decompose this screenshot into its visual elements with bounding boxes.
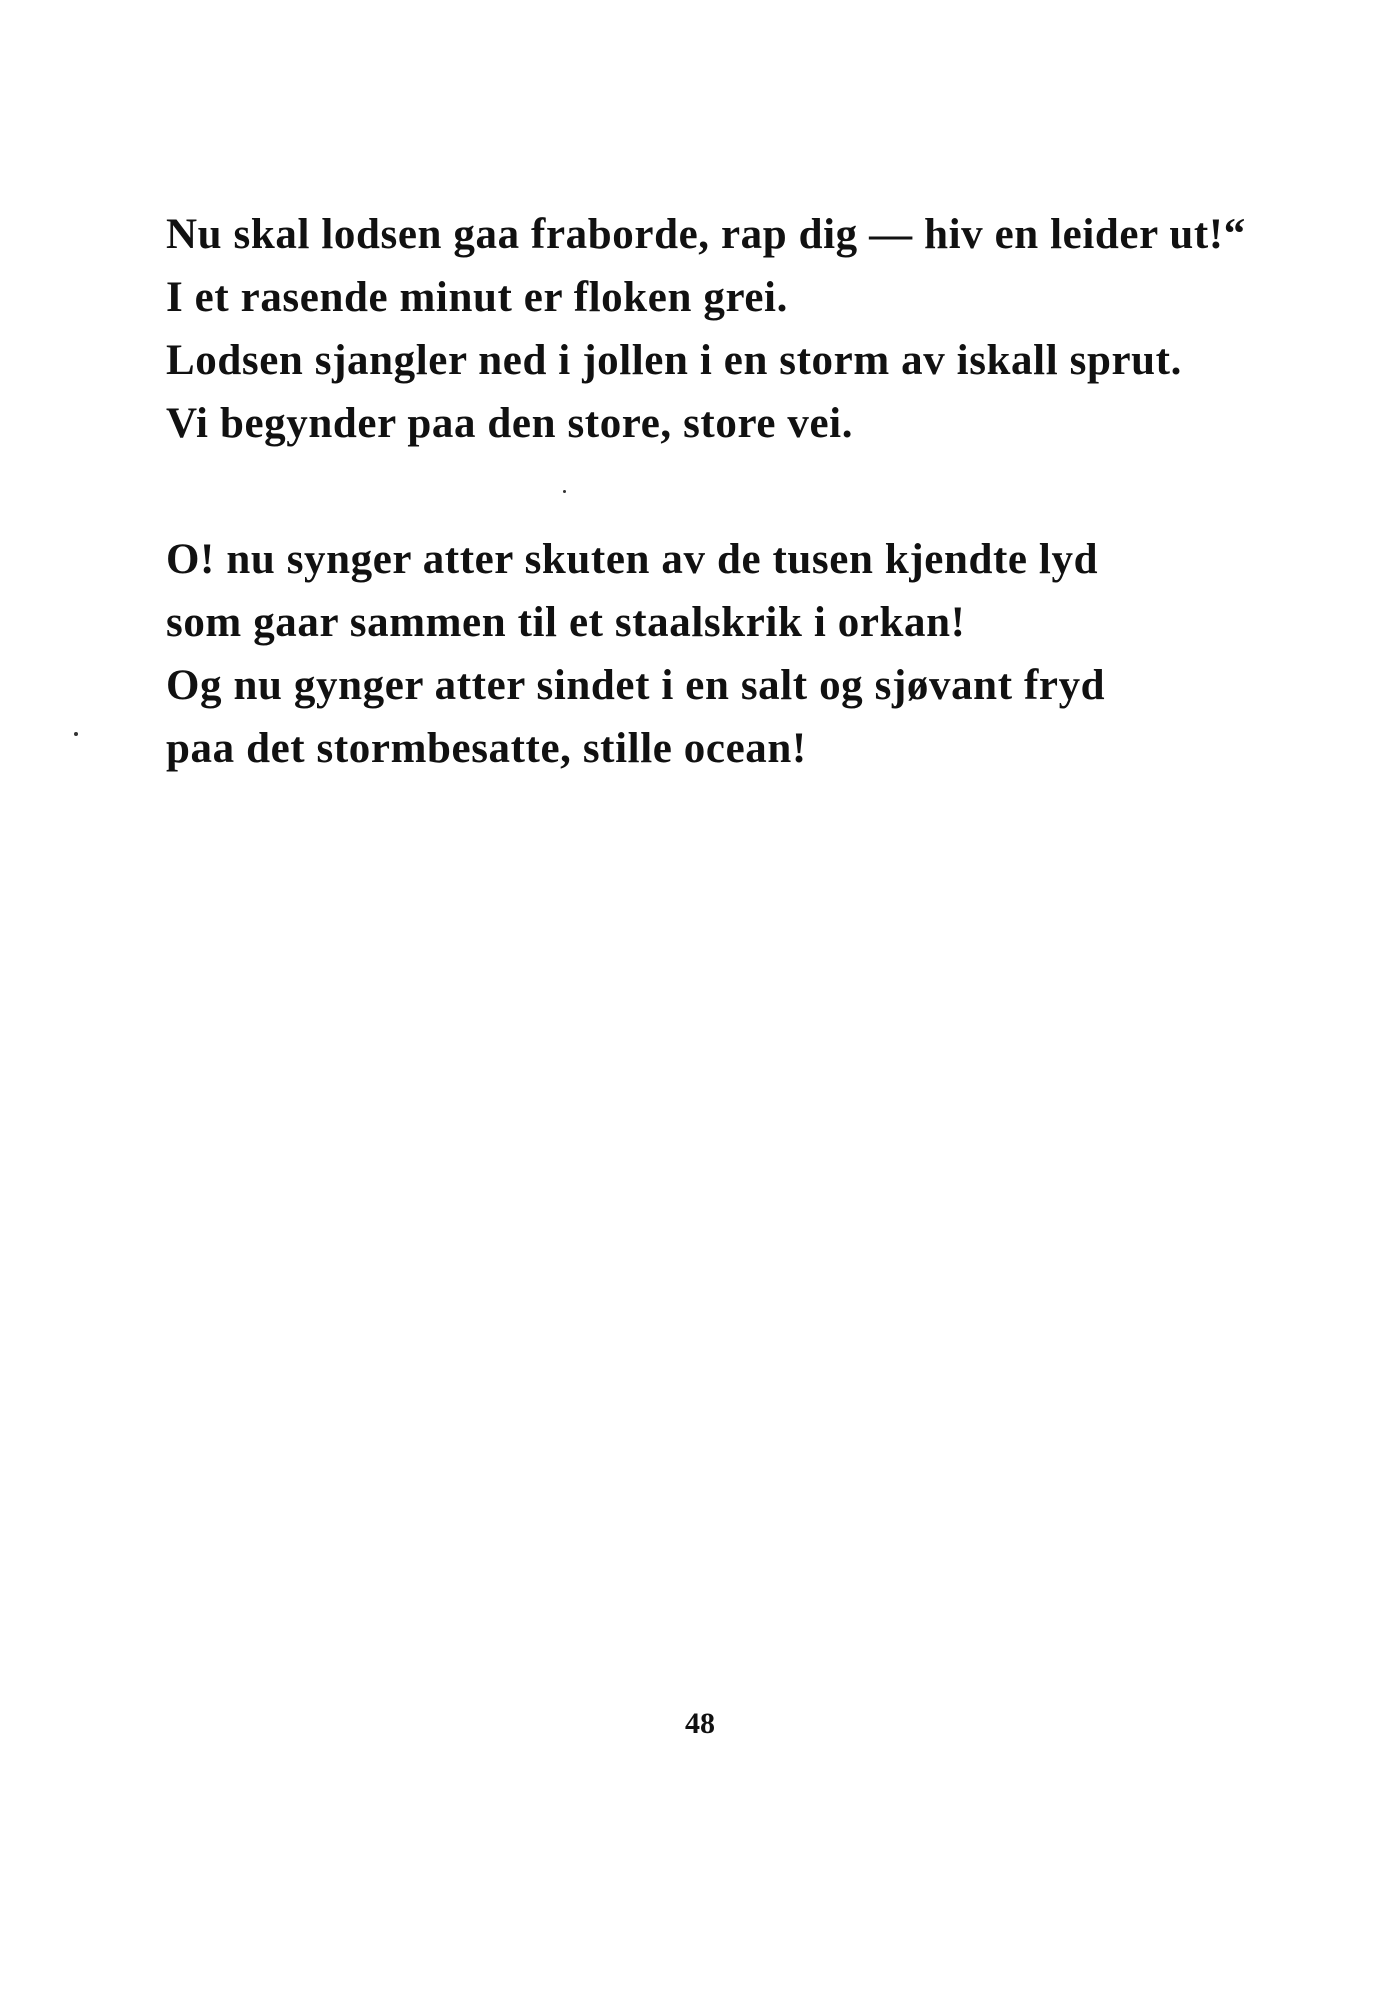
page-number: 48: [685, 1707, 715, 1740]
verse-line: I et rasende minut er floken grei.: [166, 274, 788, 321]
print-speck: [74, 732, 78, 736]
verse-line: Lodsen sjangler ned i jollen i en storm av iskall sprut.: [166, 337, 1182, 384]
verse-line: som gaar sammen til et staalskrik i orkan!: [166, 599, 966, 646]
verse-line: Og nu gynger atter sindet i en salt og sjøvant fryd: [166, 662, 1106, 709]
verse-line: Vi begynder paa den store, store vei.: [166, 400, 854, 447]
stanza-1: [166, 203, 1246, 455]
stanza-2: [166, 528, 1105, 780]
print-speck: [563, 490, 566, 493]
verse-line: O! nu synger atter skuten av de tusen kjendte lyd: [166, 536, 1099, 583]
verse-line: Nu skal lodsen gaa fraborde, rap dig — hiv en leider ut!“: [166, 211, 1246, 258]
verse-line: paa det stormbesatte, stille ocean!: [166, 725, 807, 772]
